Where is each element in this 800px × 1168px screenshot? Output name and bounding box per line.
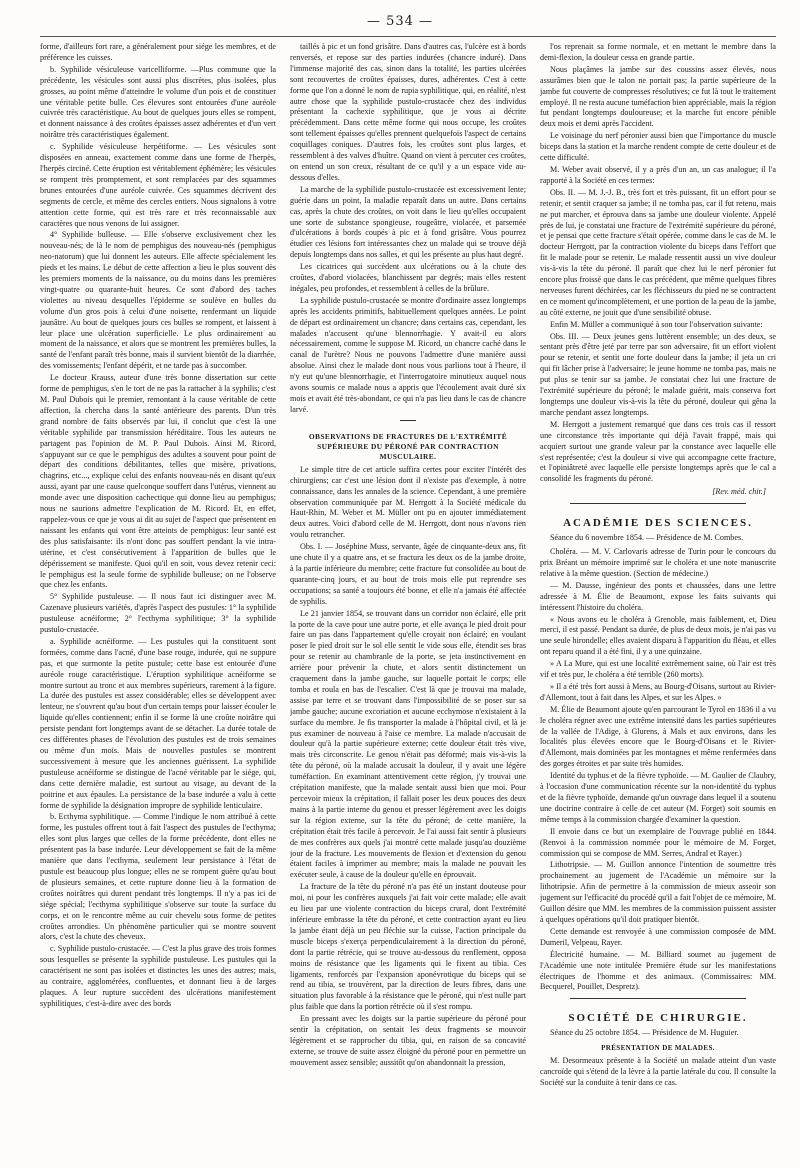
paragraph: Nous plaçâmes la jambe sur des coussins assez élevés, nous assurâmes bien que le talon ne portait pas; la partie supérieure de la jambe fut couverte de compresses résolutives; ce fut là tout le traitement employé. Il ne resta aucune tuméfaction bien appréciable, mais la région fut pendant longtemps douloureuse; et la marche fut encore pénible deux mois et demi après l'accident. xyxy=(540,64,776,129)
column-2 xyxy=(290,42,526,1152)
section-separator xyxy=(570,998,746,1005)
surgery-heading: SOCIÉTÉ DE CHIRURGIE. xyxy=(568,1012,748,1025)
page-number: — 534 — xyxy=(366,14,434,29)
paragraph: M. Élie de Beaumont ajoute qu'en parcourant le Tyrol en 1836 il a vu le choléra régner avec une extrême intensité dans les parties supérieures de la vallée de l'Adige, à Glurens, à Mals et aux environs, dans les localités plus élevées encore que le Bourg-d'Oisans et le Rivier-d'Allemont, mais dominées par les montagnes et même renfermées dans des gorges étroites et par suite très humides. xyxy=(540,704,776,769)
paragraph: » Il a été très fort aussi à Mens, au Bourg-d'Oisans, surtout au Rivier-d'Allemont, tout à fait dans les Alpes, et sur les Alpes. » xyxy=(540,681,776,702)
paragraph: » A La Mure, qui est une localité extrêmement saine, où l'air est très vif et très pur, le choléra a été terrible (260 morts). xyxy=(540,659,776,680)
text-columns xyxy=(40,42,776,1152)
paragraph: La marche de la syphilide pustulo-crustacée est excessivement lente; guérie dans un point, la maladie reparaît dans un autre. Dans certains cas, après la chute des croûtes, on voit dans le lieu qu'elles occupaient une sorte de substance spongieuse, rougeâtre, violacée, et parsemée d'ulcérations à bords coupés à pic et à fond grisâtre. Vous pourrez étudier ces lésions fort intéressantes chez un malade qui se trouve déjà depuis longtemps dans nos salles, et qui les présente au plus haut degré. xyxy=(290,184,526,260)
academy-body xyxy=(540,547,776,993)
paragraph: Les cicatrices qui succèdent aux ulcérations ou à la chute des croûtes, d'abord violacées, blanchissent par degrés; mais elles restent inégales, peu profondes, et ressemblent à celles de la brûlure. xyxy=(290,262,526,293)
fracture-article-heading: OBSERVATIONS DE FRACTURES DE L'EXTRÉMITÉ SUPÉRIEURE DU PÉRONÉ PAR CONTRACTION MUSCULAIRE. xyxy=(308,431,508,461)
paragraph: 4° Syphilide bulleuse. — Elle s'observe exclusivement chez les nouveau-nés; de là le nom de pemphigus des nouveau-nés (pemphigus neo-natorum) que lui donnent les auteurs. Elle affecte spécialement les pieds et les mains. Le début de cette affection a lieu le plus souvent dès les premiers moments de la naissance, ou du moins dans les premières vingt-quatre ou quarante-huit heures. Ce sont d'abord des taches violettes au niveau desquelles l'épiderme se soulève en bulles du volume d'un gros pois à celui d'une noisette, renfermant un liquide jaunâtre. Au bout de quelques jours ces bulles se rompent, et laissent à leur place une ulcération superficielle. Le plus ordinairement au moment de la naissance, et alors que se montrent les premières bulles, la santé de l'enfant paraît très bonne, mais il survient bientôt de la diarrhée, des vomissements; l'enfant dépérit, et ne tarde pas à succomber. xyxy=(40,230,276,371)
paragraph: En pressant avec les doigts sur la partie supérieure du péroné pour sentir la crépitation, on sentait les deux fragments se mouvoir légèrement et se rapprocher du tibia, qui, en raison de sa concavité externe, se trouve de suite assez éloigné du péroné pour en permettre un mouvement assez sensible; aussitôt qu'on abandonnait la pression, xyxy=(290,1014,526,1067)
paragraph: M. Weber avait observé, il y a près d'un an, un cas analogue; il l'a rapporté à la Société en ces termes: xyxy=(540,164,776,185)
academy-heading: ACADÉMIE DES SCIENCES. xyxy=(563,517,753,530)
surgery-body xyxy=(540,1056,776,1089)
paragraph: Obs. I. — Joséphine Muss, servante, âgée de cinquante-deux ans, fit une chute il y a quatre ans, et se fractura les deux os de la jambe droite, à la partie inférieure du membre; cette fracture fut consolidée au bout de quarante-cinq jours, et au bout de trois mois elle put reprendre ses occupations; sa santé a toujours été bonne, et elle n'a jamais été affectée de syphilis. xyxy=(290,542,526,606)
academy-session-line: Séance du 6 novembre 1854. — Présidence de M. Combes. xyxy=(550,533,744,543)
col1-body xyxy=(40,42,276,1010)
paragraph: La fracture de la tête du péroné n'a pas été un instant douteuse pour moi, ni pour les confrères auxquels j'ai fait voir cette malade; elle avait eu lieu par une violente contraction du biceps crural, dont l'extrémité inférieure embrasse la tête du péroné, et cette contraction ayant eu lieu la jambe étant déjà un peu fléchie sur la cuisse, l'action principale du muscle biceps s'exerça perpendiculairement à la direction du péroné, dont la partie rétrécie, qui se trouve au-dessous du renflement, opposa moins de résistance que les ligaments qui le fixent au tibia. Ces ligaments, renforcés par l'expansion aponévrotique du biceps qui se rend au tibia, se trouvèrent, par la direction de leurs fibres, dans une situation plus favorable à la résistance que le péroné, qui n'est nulle part plus faible que dans la portion rétrécie où il s'est rompu. xyxy=(290,882,526,1012)
paragraph: Le docteur Krauss, auteur d'une très bonne dissertation sur cette forme de pemphigus, s'en le tort de ne pas la rattacher à la syphilis; c'est M. Paul Dubois qui le premier, remontant à la cause véritable de cette affection, la chercha dans la santé antérieure des parents. D'un très grand nombre de faits observés par lui, il conclut que c'est là une véritable syphilide par transmission héréditaire. Tous les auteurs ne partagent pas l'opinion de M. P. Paul Dubois. Ainsi M. Ricord, s'appuyant sur ce que le pemphigus des adultes a souvent pour point de départ des conditions débilitantes, telles que misère, privations, chagrins, etc..., explique celui des enfants nouveau-nés en disant qu'eux aussi, ayant par une cause quelconque souffert dans l'utérus, viennent au monde avec une disposition cachectique qui donne lieu au pemphigus; nous ne saurions admettre l'explication de M. Ricord. Et, en effet, rappelez-vous ce que je vous ai dit au sujet de l'aspect que présentent en naissant les enfants qui vont être atteints de pemphigus: leur santé est des plus satisfaisante: ils n'ont donc pas souffert pendant la vie intra-utérine, et c'est consécutivement à l'apparition de bulles que le dépérissement se manifeste. Quoi qu'il en soit, vous devez retenir ceci: le pemphigus est la seule forme de syphilide bulleuse; on ne l'observe que chez les enfants. xyxy=(40,373,276,590)
paragraph: Identité du typhus et de la fièvre typhoïde. — M. Gaulier de Claubry, à l'occasion d'une communication récente sur la non-identité du typhus et de la fièvre typhoïde, demande qu'un ouvrage dans lequel il a soutenu une doctrine contraire à celle de cet auteur (M. Forget) soit soumis en même temps à la commission chargée d'examiner la question. xyxy=(540,771,776,824)
paragraph: Choléra. — M. V. Carlovaris adresse de Turin pour le concours du prix Bréant un mémoire imprimé sur le choléra et une note manuscrite relative à la même question. (Section de médecine.) xyxy=(540,547,776,578)
paragraph: b. Syphilide vésiculeuse varicelliforme. —Plus commune que la précédente, les vésicules sont aussi plus discrètes, plus isolées, plus grosses, au point même d'atteindre le volume d'un pois et de constituer une véritable petite bulle. Ces élevures sont entourées d'une auréole cuivrée très caractéristique. Au bout de quelques jours elles se rompent, et donnent naissance à des croûtes épaisses assez adhérentes et d'un vert noirâtre très caractéristiques également. xyxy=(40,64,276,140)
paragraph: Le voisinage du nerf péronier aussi bien que l'importance du muscle biceps dans la station et la marche rendent compte de cette douleur et de cette difficulté. xyxy=(540,131,776,163)
paragraph: Obs. III. — Deux jeunes gens luttèrent ensemble; un des deux, se sentant près d'être jeté par terre par son adversaire, fit un effort violent pour se retenir, et sentit une forte douleur dans la jambe; il jeta un cri qui fit lâcher prise à l'adversaire; le jeune homme ne tomba pas, mais ne put plus se tenir sur sa jambe. Je constatai chez lui une fracture de l'extrémité supérieure du péroné; le malade guérit, mais conserva fort longtemps une douleur vis-à-vis la tête du péroné, douleur qui gêna la marche pendant assez longtemps. xyxy=(540,331,776,417)
column-1 xyxy=(40,42,276,1152)
paragraph: Électricité humaine. — M. Billiard soumet au jugement de l'Académie une note intitulée Première étude sur les manifestations électriques de l'homme et des animaux. (Commissaires: MM. Becquerel, Pouillet, Despretz). xyxy=(540,949,776,992)
paragraph: M. Herrgott a justement remarqué que dans ces trois cas il ressort une circonstance très importante qui déjà l'avait frappé, mais qui acquiert surtout une grande valeur par la constance avec laquelle elle s'est représentée; c'est la douleur si vive qui accompagne cette fracture, et l'opiniâtreté avec laquelle elle persiste longtemps après que le cal a consolidé les fragments du péroné. xyxy=(540,419,776,484)
paragraph: — M. Dausse, ingénieur des ponts et chaussées, dans une lettre adressée à M. Élie de Beaumont, expose les faits suivants qui intéressent l'histoire du choléra. xyxy=(540,580,776,612)
col3-observations xyxy=(540,42,776,485)
paragraph: « Nous avons eu le choléra à Grenoble, mais faiblement, et, Dieu merci, il est passé. Pendant sa durée, de plus de deux mois, je n'ai pas vu une seule hirondelle; elles avaient disparu à l'apparition du fléau, et elles ont reparu quand il a été fini, il y a une quinzaine. xyxy=(540,614,776,657)
paragraph: forme, d'ailleurs fort rare, a généralement pour siége les membres, et de préférence les cuisses. xyxy=(40,42,276,62)
col2-body-after xyxy=(290,465,526,1069)
paragraph: a. Syphilide acnéiforme. — Les pustules qui la constituent sont formées, comme dans l'acné, d'une base rouge, indurée, qui ne suppure pas, et que surmonte la petite pustule; cette base est entourée d'une auréole rouge caractéristique. L'éruption syphilitique acnéiforme se montre surtout au tronc et aux membres supérieurs, rarement à la figure. La durée des pustules est assez considérable; elles se développent avec lenteur, ne s'ouvrent qu'au bout d'un certain temps pour laisser écouler le liquide qu'elles contiennent; enfin il se forme là une croûte noirâtre qui persiste pendant fort longtemps avant de se détacher. La durée totale de ces différentes phases de l'évolution des pustules est de trois semaines ou même d'un mois. Mais de nouvelles pustules se montrent successivement à mesure que les anciennes guérissent. La syphilide pustuleuse acnéiforme se distingue de l'acné véritable par le siége, qui, dans cette dernière maladie, est surtout au visage, au devant de la poitrine et aux épaules. La persistance de la base indurée a valu à cette forme de syphilide la désignation impropre de syphilide lenticulaire. xyxy=(40,636,276,810)
paragraph: Obs. II. — M. J.-J. B., très fort et très puissant, fit un effort pour se retenir, et sentit craquer sa jambe; il ne tomba pas, car il fut retenu, mais ne put marcher, et éprouva dans sa jambe une douleur violente. Appelé près de lui, je constatai une fracture de l'extrémité supérieure du péroné, et je pensai que cette fracture s'était opérée, comme dans le cas de M. le docteur Herrgott, par la contraction violente du biceps dans l'effort que fit le malade pour se retenir. Le malade ressentit aussi un vive douleur vis-à-vis la tête du péroné. Il paraît que chez lui le nerf péronier fut encore plus froissé que dans le cas précédent, que même quelques fibres nerveuses furent déchirées, car les fléchisseurs du pied ne se contractent en ce moment qu'incomplètement, et une portion de la peau de la jambe, au côté externe, ne jouit que d'une sensibilité obtuse. xyxy=(540,187,776,317)
paragraph: Le simple titre de cet article suffira certes pour exciter l'intérêt des chirurgiens; car c'est une lésion dont il n'existe pas d'exemple, à notre connaissance, dans les annales de la science. Cependant, à une première observation communiquée par M. Herrgott à la Société médicale du Haut-Rhin, M. Weber et M. Müller ont pu en ajouter immédiatement deux autres. Voici d'abord celle de M. Herrgott, dont nous n'avons rien voulu retrancher. xyxy=(290,464,526,540)
paragraph: Le 21 janvier 1854, se trouvant dans un corridor non éclairé, elle prit la porte de la cave pour une autre porte, et elle avança le pied droit pour faire un pas dans l'appartement qu'elle croyait non éclairé; en voulant poser le pied droit sur le sol elle sentit le vide sous elle, étendit ses bras pour se retenir au chambranle de la porte, se jeta instinctivement en arrière pour prévenir la chute, et alors sentit distinctement un craquement dans la jambe gauche, sur laquelle portait le corps; elle tomba et roula en bas de l'escalier. C'est là que je trouvai ma malade, assise par terre et se trouvant dans l'impossibilité de se poser sur sa jambe gauche; aucune excoriation et aucune ecchymose n'existaient à la surface du membre. Je fis transporter la malade à l'hôpital civil, et là je pus examiner de nouveau à l'aise ce membre. La malade n'accusait de douleur qu'à la partie supérieure externe; cette douleur était très vive, mais très circonscrite. Le genou n'était pas déformé; mais vis-à-vis la tête du péroné, où la malade accusait la douleur, il y avait une légère tuméfaction. En examinant attentivement cette région, j'y trouvai une crépitation manifeste, que la malade sentait aussi bien que moi. Pour percevoir mieux la crépitation, il fallait poser les deux pouces des deux mains à la partie interne du genou et presser légèrement avec les doigts sur la région externe, sur la tête du péroné; de cette manière, la crépitation était très facile à percevoir. Je l'ai aussi fait sentir à plusieurs de mes confrères aux quels j'ai montré cette malade jusqu'au douzième jour de la fracture. Les mouvements de flexion et d'extension du genou étaient faciles à imprimer au membre; mais la malade ne pouvait les exécuter seule, à cause de la douleur qu'elle en éprouvait. xyxy=(290,608,526,880)
paragraph: 5° Syphilide pustuleuse. — Il nous faut ici distinguer avec M. Cazenave plusieurs variétés, d'après l'aspect des pustules: 1° la syphilide pustuleuse acnéiforme; 2° l'ecthyma syphilitique; 3° la syphilide pustulo-crustacée. xyxy=(40,592,276,635)
col2-body-before xyxy=(290,42,526,416)
surgery-subheading: PRÉSENTATION DE MALADES. xyxy=(601,1044,715,1053)
article-source: [Rev. méd. chir.] xyxy=(712,487,766,497)
header-rule xyxy=(40,36,776,37)
paragraph: M. Desormeaux présente à la Société un malade atteint d'un vaste cancroïde qui s'étend de la lèvre à la partie latérale du cou. Il consulte la Société sur la conduite à tenir dans ce cas. xyxy=(540,1056,776,1087)
paragraph: c. Syphilide pustulo-crustacée. — C'est la plus grave des trois formes sous lesquelles se présente la syphilide pustuleuse. Les pustules qui la caractérisent ne sont pas isolées et distinctes les unes des autres; mais, au contraire, agglomérées, confluentes, et donnant lieu à de larges plaques. A leur rupture succèdent des ulcérations manifestement syphilitiques, c'est-à-dire avec des bords xyxy=(40,944,276,1008)
paragraph: taillés à pic et un fond grisâtre. Dans d'autres cas, l'ulcère est à bords renversés, et repose sur des parties indurées (chancre induré). Dans l'immense majorité des cas, sinon dans la totalité, les parties ulcérées sont recouvertes de croûtes épaisses, dures, adhérentes. C'est à cette forme que l'on a donné le nom de rupia syphilitique, qui, en réalité, n'est autre chose que la syphilide pustulo-crustacée chez des individus présentant la cachexie syphilitique, que je vous ai décrite précédemment. Dans cette même forme qui nous occupe, les croûtes sont tellement épaisses qu'elles prennent quelquefois l'aspect de certains coquillages coniques. D'autres fois, les croûtes sont plus larges, et ressemblent à des valves d'huître. Quand on vient à percuter ces croûtes, on entend un son creux, résultant de ce qu'il y a un espace vide au-dessous d'elles. xyxy=(290,42,526,182)
paragraph: Enfin M. Müller a communiqué à son tour l'observation suivante: xyxy=(550,319,763,329)
section-separator xyxy=(570,503,746,510)
paragraph: Cette demande est renvoyée à une commission composée de MM. Dumeril, Velpeau, Rayer. xyxy=(540,926,776,947)
paragraph: La syphilide pustulo-crustacée se montre d'ordinaire assez longtemps après les accidents primitifs, habituellement quelques années. Le point de départ est ordinairement un chancre; dans certains cas, cependant, les malades n'accusent qu'une blennorrhagie. Y avait-il eu alors nécessairement, comme le suppose M. Ricord, un chancre caché dans le canal de l'urètre? Nous ne pouvons l'admettre d'une manière aussi absolue. Ainsi chez le malade dont nous vous parlions tout à l'heure, il n'y eut qu'une blennorrhagie, et l'interrogatoire minutieux auquel nous avons soumis ce malade nous a appris que l'écoulement avait duré six mois et avait été très-abondant, ce qui n'a pas lieu dans le cas de chancre larvé. xyxy=(290,295,526,414)
section-separator xyxy=(400,420,416,427)
paragraph: Lithotripsie. — M. Guillon annonce l'intention de soumettre très prochainement au jugement de l'Académie un mémoire sur la lithotripsie. Afin de permettre à la commission de mieux asseoir son jugement sur l'efficacité du procédé qu'il a fait l'objet de ce mémoire, M. Guillon désire que MM. les membres de la commission puissent assister à quelques opérations qu'il doit pratiquer bientôt. xyxy=(540,860,776,924)
paragraph: c. Syphilide vésiculeuse herpétiforme. — Les vésicules sont disposées en anneau, exactement comme dans une forme de l'herpès, l'herpès circiné. Cette éruption est véritablement éphémère; les vésicules se rompent très promptement, et sont remplacées par des squammes brunes entourées d'une auréole cuivrée. Ces squammes décrivent des segments de cercle, et même des cercles entiers. Nous signalons à votre attention cette forme, qui est très rare et très reconnaissable aux caractères que nous venons de lui assigner. xyxy=(40,142,276,228)
paragraph: l'os reprenait sa forme normale, et en mettant le membre dans la demi-flexion, la douleur cessa en grande partie. xyxy=(540,42,776,62)
paragraph: Il envoie dans ce but un exemplaire de l'ouvrage publié en 1844. (Renvoi à la commission nommée pour le mémoire de M. Forget, commission qui se compose de MM. Serres, Andral et Rayer.) xyxy=(540,826,776,858)
surgery-session-line: Séance du 25 octobre 1854. — Présidence de M. Huguier. xyxy=(550,1028,739,1038)
paragraph: b. Ecthyma syphilitique. — Comme l'indique le nom attribué à cette forme, les pustules offrent tout à fait l'aspect des pustules de l'ecthyma; elles sont plus larges que celles de la forme précédente, dont elles ne présentent pas la base indurée. Leur développement se fait de la même manière que dans l'ecthyma, seulement leur persistance à l'état de pustule est beaucoup plus longue; elles ne se rompent guère qu'au bout de plusieurs semaines, et cette rupture donne lieu à la formation de croûtes noirâtres qui durent pendant très longtemps. Il n'y a pas ici de siége spécial; l'ecthyma syphilitique s'observe sur toute la surface du corps, et on le rencontre même au cuir chevelu sous forme de petites croûtes arrondies. Un phénomène particulier qui se montre souvent alors, c'est la chute des cheveux. xyxy=(40,812,276,942)
column-3 xyxy=(540,42,776,1152)
